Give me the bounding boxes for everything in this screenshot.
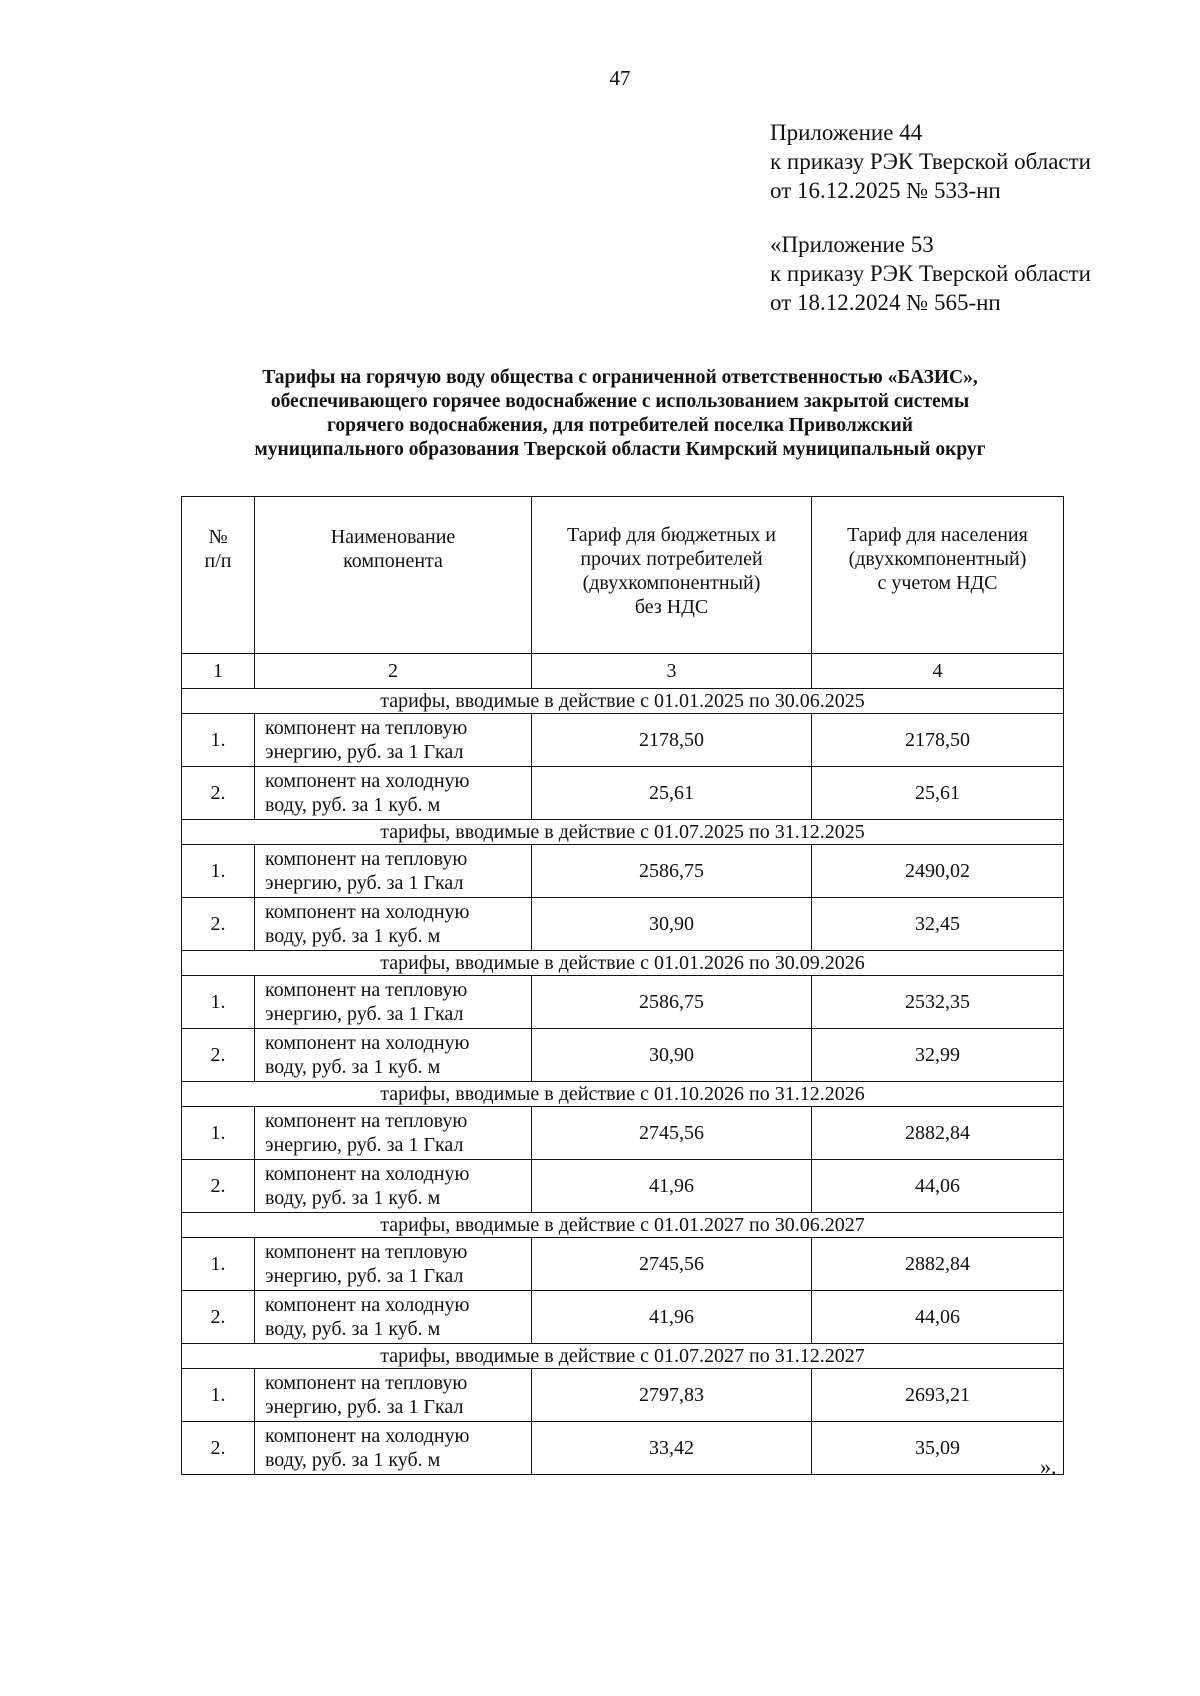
appendix-current-reference [770,118,1091,205]
component-name-line: энергию, руб. за 1 Гкал [265,741,464,763]
row-number: 2. [182,1422,255,1475]
page-number: 47 [609,66,631,90]
header-line: с учетом НДС [877,572,998,594]
component-name-line: компонент на холодную [265,1425,470,1447]
column-number: 4 [812,654,1064,689]
population-tariff-value: 44,06 [812,1160,1064,1213]
row-number: 2. [182,898,255,951]
row-number: 2. [182,1291,255,1344]
row-number: 1. [182,1107,255,1160]
budget-tariff-value: 2745,56 [532,1238,812,1291]
budget-tariff-value: 2178,50 [532,714,812,767]
row-number: 2. [182,1029,255,1082]
component-name [255,1029,532,1082]
component-name-line: компонент на холодную [265,770,470,792]
column-number: 3 [532,654,812,689]
component-name-line: компонент на тепловую [265,1241,468,1263]
component-name-line: воду, руб. за 1 куб. м [265,925,441,947]
component-name-line: компонент на холодную [265,1032,470,1054]
budget-tariff-value: 41,96 [532,1160,812,1213]
row-number: 1. [182,714,255,767]
component-name-line: энергию, руб. за 1 Гкал [265,1134,464,1156]
component-name-line: энергию, руб. за 1 Гкал [265,1265,464,1287]
period-label: тарифы, вводимые в действие с 01.01.2025 по 30.06.2025 [182,689,1064,714]
title-line: Тарифы на горячую воду общества с ограниченной ответственностью «БАЗИС», [262,367,978,388]
row-number: 1. [182,1238,255,1291]
component-name-line: компонент на холодную [265,1163,470,1185]
header-line: п/п [204,550,232,572]
period-label: тарифы, вводимые в действие с 01.01.2027 по 30.06.2027 [182,1213,1064,1238]
component-name-line: компонент на тепловую [265,1110,468,1132]
population-tariff-value: 2693,21 [812,1369,1064,1422]
header-line: (двухкомпонентный) [582,572,761,594]
component-name-line: компонент на холодную [265,1294,470,1316]
tariff-table [181,496,1064,1475]
budget-tariff-value: 30,90 [532,898,812,951]
component-name-line: компонент на тепловую [265,1372,468,1394]
header-number [182,497,255,654]
appendix-line: к приказу РЭК Тверской области [770,261,1091,286]
header-line: без НДС [634,596,709,618]
table-row [182,1369,1064,1422]
header-line: Тариф для бюджетных и [567,524,776,546]
appendix-original-reference [770,230,1091,317]
budget-tariff-value: 2586,75 [532,845,812,898]
component-name [255,1369,532,1422]
component-name [255,1107,532,1160]
column-number-row [182,654,1064,689]
population-tariff-value: 44,06 [812,1291,1064,1344]
component-name-line: компонент на тепловую [265,979,468,1001]
header-population-tariff [812,497,1064,654]
table-row [182,1160,1064,1213]
component-name-line: воду, руб. за 1 куб. м [265,1056,441,1078]
table-row [182,1029,1064,1082]
row-number: 1. [182,976,255,1029]
component-name-line: энергию, руб. за 1 Гкал [265,1003,464,1025]
period-label: тарифы, вводимые в действие с 01.07.2025 по 31.12.2025 [182,820,1064,845]
closing-quote-mark: ». [1040,1454,1057,1479]
period-label: тарифы, вводимые в действие с 01.10.2026 по 31.12.2026 [182,1082,1064,1107]
appendix-line: «Приложение 53 [770,232,934,257]
header-line: компонента [343,550,443,572]
period-label: тарифы, вводимые в действие с 01.07.2027 по 31.12.2027 [182,1344,1064,1369]
appendix-line: от 16.12.2025 № 533-нп [770,178,1001,203]
budget-tariff-value: 41,96 [532,1291,812,1344]
period-row [182,1344,1064,1369]
period-row [182,1082,1064,1107]
component-name [255,1160,532,1213]
table-row [182,1291,1064,1344]
table-row [182,1422,1064,1475]
budget-tariff-value: 25,61 [532,767,812,820]
population-tariff-value: 32,45 [812,898,1064,951]
row-number: 2. [182,767,255,820]
document-title [180,366,1060,462]
appendix-line: от 18.12.2024 № 565-нп [770,290,1001,315]
appendix-line: к приказу РЭК Тверской области [770,149,1091,174]
header-budget-tariff [532,497,812,654]
table-row [182,1238,1064,1291]
period-row [182,689,1064,714]
population-tariff-value: 2882,84 [812,1107,1064,1160]
component-name [255,714,532,767]
period-row [182,1213,1064,1238]
population-tariff-value: 2882,84 [812,1238,1064,1291]
budget-tariff-value: 2797,83 [532,1369,812,1422]
component-name-line: компонент на тепловую [265,717,468,739]
population-tariff-value: 2178,50 [812,714,1064,767]
component-name-line: воду, руб. за 1 куб. м [265,1318,441,1340]
title-line: горячего водоснабжения, для потребителей поселка Приволжский [326,415,914,436]
header-line: № [208,526,228,548]
population-tariff-value: 35,09 [812,1422,1064,1475]
component-name-line: компонент на холодную [265,901,470,923]
population-tariff-value: 2490,02 [812,845,1064,898]
budget-tariff-value: 30,90 [532,1029,812,1082]
component-name-line: энергию, руб. за 1 Гкал [265,1396,464,1418]
component-name [255,767,532,820]
row-number: 1. [182,1369,255,1422]
header-line: прочих потребителей [580,548,763,570]
title-line: муниципального образования Тверской области Кимрский муниципальный округ [254,439,986,460]
table-row [182,714,1064,767]
component-name [255,845,532,898]
component-name [255,1422,532,1475]
population-tariff-value: 25,61 [812,767,1064,820]
component-name-line: энергию, руб. за 1 Гкал [265,872,464,894]
table-row [182,767,1064,820]
header-line: (двухкомпонентный) [848,548,1027,570]
component-name-line: компонент на тепловую [265,848,468,870]
table-row [182,976,1064,1029]
row-number: 2. [182,1160,255,1213]
period-label: тарифы, вводимые в действие с 01.01.2026 по 30.09.2026 [182,951,1064,976]
component-name [255,1238,532,1291]
component-name [255,898,532,951]
table-row [182,1107,1064,1160]
population-tariff-value: 32,99 [812,1029,1064,1082]
period-row [182,951,1064,976]
budget-tariff-value: 2745,56 [532,1107,812,1160]
table-header-row [182,497,1064,654]
population-tariff-value: 2532,35 [812,976,1064,1029]
header-line: Тариф для населения [847,524,1028,546]
component-name-line: воду, руб. за 1 куб. м [265,1449,441,1471]
table-row [182,898,1064,951]
header-component-name [255,497,532,654]
row-number: 1. [182,845,255,898]
budget-tariff-value: 2586,75 [532,976,812,1029]
component-name-line: воду, руб. за 1 куб. м [265,794,441,816]
column-number: 2 [255,654,532,689]
title-line: обеспечивающего горячее водоснабжение с использованием закрытой системы [270,391,970,412]
component-name [255,1291,532,1344]
component-name [255,976,532,1029]
period-row [182,820,1064,845]
column-number: 1 [182,654,255,689]
component-name-line: воду, руб. за 1 куб. м [265,1187,441,1209]
header-line: Наименование [330,526,456,548]
table-row [182,845,1064,898]
budget-tariff-value: 33,42 [532,1422,812,1475]
appendix-line: Приложение 44 [770,120,923,145]
